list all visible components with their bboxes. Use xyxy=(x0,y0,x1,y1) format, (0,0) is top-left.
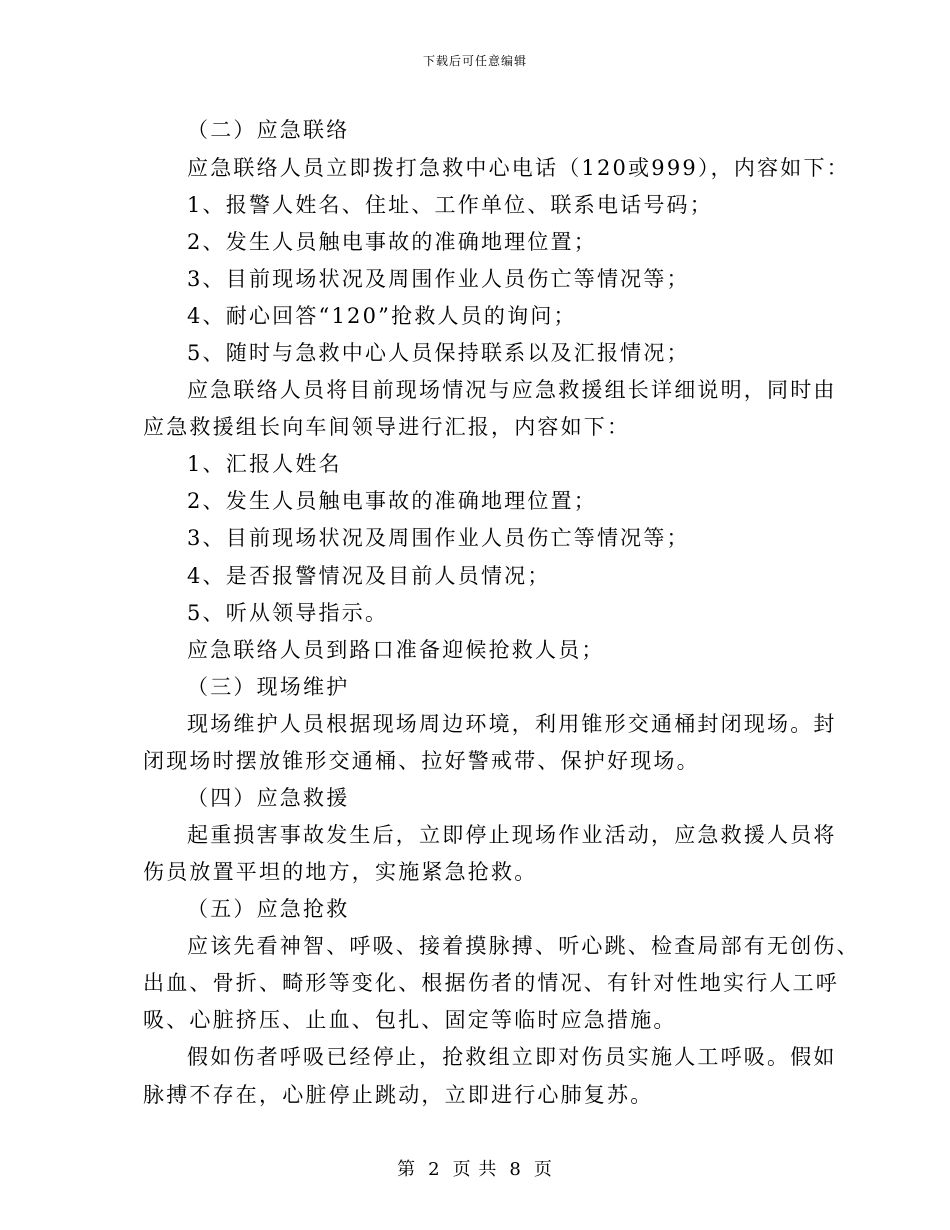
paragraph-line: 应急联络人员到路口准备迎候抢救人员； xyxy=(187,638,605,662)
footer-suffix: 页 xyxy=(533,1159,553,1180)
list-item: 5、随时与急救中心人员保持联系以及汇报情况； xyxy=(187,341,690,365)
paragraph-line: 现场维护人员根据现场周边环境，利用锥形交通桶封闭现场。封 xyxy=(187,712,837,736)
list-item: 3、目前现场状况及周围作业人员伤亡等情况等； xyxy=(187,526,690,550)
paragraph-line: 伤员放置平坦的地方，实施紧急抢救。 xyxy=(143,860,538,884)
list-item: 5、听从领导指示。 xyxy=(187,601,389,625)
paragraph-line: 脉搏不存在，心脏停止跳动，立即进行心肺复苏。 xyxy=(143,1083,654,1107)
section-heading: （五）应急抢救 xyxy=(187,897,350,921)
list-item: 4、是否报警情况及目前人员情况； xyxy=(187,564,551,588)
total-pages: 8 xyxy=(509,1159,522,1180)
paragraph-line: 应急联络人员立即拨打急救中心电话（120或999），内容如下： xyxy=(187,156,850,180)
section-heading: （四）应急救援 xyxy=(187,786,350,810)
list-item: 2、发生人员触电事故的准确地理位置； xyxy=(187,230,597,254)
list-item: 4、耐心回答“120”抢救人员的询问； xyxy=(187,304,577,328)
section-heading: （三）现场维护 xyxy=(187,675,350,699)
paragraph-line: 假如伤者呼吸已经停止，抢救组立即对伤员实施人工呼吸。假如 xyxy=(187,1045,837,1069)
list-item: 1、报警人姓名、住址、工作单位、联系电话号码； xyxy=(187,193,713,217)
paragraph-line: 应该先看神智、呼吸、接着摸脉搏、听心跳、检查局部有无创伤、 xyxy=(187,934,860,958)
paragraph-line: 闭现场时摆放锥形交通桶、拉好警戒带、保护好现场。 xyxy=(143,749,700,773)
paragraph-line: 起重损害事故发生后，立即停止现场作业活动，应急救援人员将 xyxy=(187,823,837,847)
footer-prefix: 第 xyxy=(397,1159,417,1180)
section-heading: （二）应急联络 xyxy=(187,118,350,142)
paragraph-line: 应急联络人员将目前现场情况与应急救援组长详细说明，同时由 xyxy=(187,378,837,402)
page-number: 2 xyxy=(428,1159,441,1180)
list-item: 2、发生人员触电事故的准确地理位置； xyxy=(187,489,597,513)
paragraph-line: 吸、心脏挤压、止血、包扎、固定等临时应急措施。 xyxy=(143,1008,677,1032)
list-item: 3、目前现场状况及周围作业人员伤亡等情况等； xyxy=(187,267,690,291)
paragraph-line: 应急救援组长向车间领导进行汇报，内容如下： xyxy=(143,415,631,439)
page-footer xyxy=(0,1155,950,1181)
list-item: 1、汇报人姓名 xyxy=(187,452,342,476)
footer-mid: 页 共 xyxy=(452,1159,498,1180)
paragraph-line: 出血、骨折、畸形等变化、根据伤者的情况、有针对性地实行人工呼 xyxy=(143,971,839,995)
page-header: 下载后可任意编辑 xyxy=(422,54,527,68)
